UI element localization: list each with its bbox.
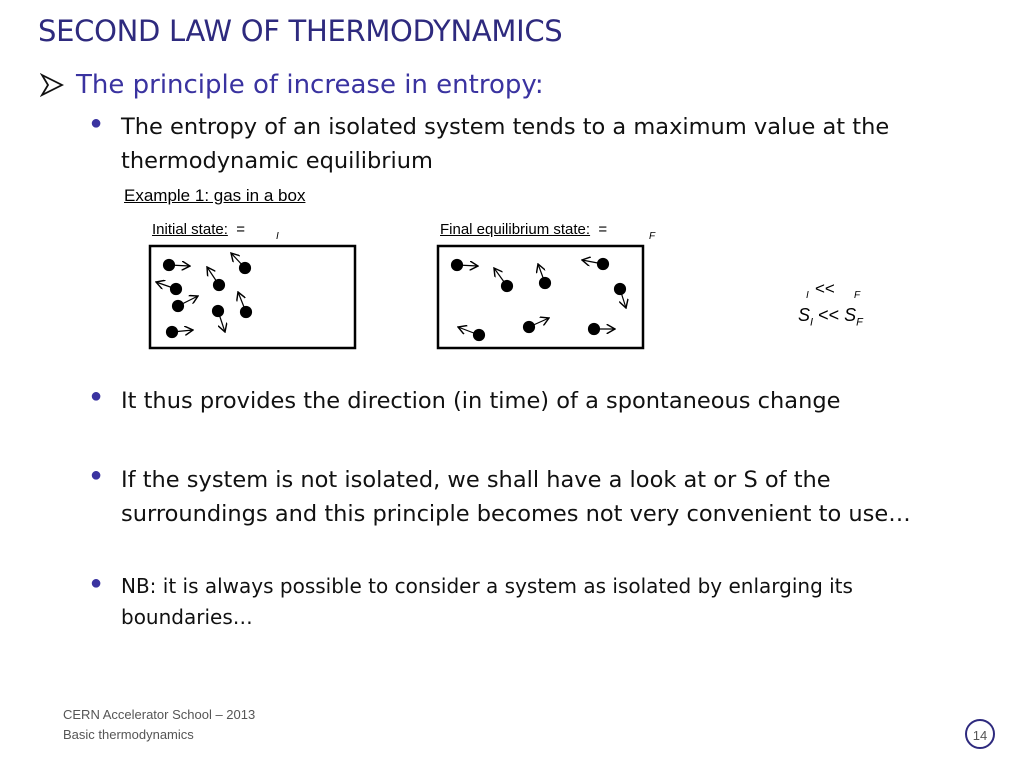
initial-state-label: Initial state: =: [152, 221, 245, 238]
final-state-box: [436, 244, 646, 350]
bullet-text-4: NB: it is always possible to consider a system as isolated by enlarging its boundaries…: [121, 574, 853, 629]
footer-line-2: Basic thermodynamics: [63, 727, 194, 742]
bullet-dot-icon: ●: [90, 464, 103, 486]
slide-subtitle: The principle of increase in entropy:: [76, 70, 544, 100]
omega-inequality: <<: [815, 279, 835, 298]
footer-line-1: CERN Accelerator School – 2013: [63, 707, 256, 722]
initial-subscript: I: [276, 231, 279, 242]
bullet-text-2: It thus provides the direction (in time) of a spontaneous change: [121, 388, 841, 414]
bullet-text-3: If the system is not isolated, we shall have a look at or S of the surroundings and this principle becomes not very convenient to use…: [121, 467, 911, 527]
bullet-dot-icon: ●: [90, 112, 103, 134]
final-state-label: Final equilibrium state: =: [440, 221, 608, 238]
bullet-dot-icon: ●: [90, 572, 103, 594]
slide-title: SECOND LAW OF THERMODYNAMICS: [38, 14, 563, 48]
arrow-bullet-icon: [40, 73, 64, 97]
omega-f-subscript: F: [854, 290, 861, 301]
bullet-text-1: The entropy of an isolated system tends to a maximum value at the thermodynamic equilibrium: [121, 114, 890, 174]
page-number: 14: [965, 719, 995, 749]
entropy-inequality: $S_I << S_F$: [798, 305, 863, 329]
initial-state-box: [148, 244, 358, 350]
final-subscript: F: [649, 231, 656, 242]
example-title: Example 1: gas in a box: [124, 186, 306, 205]
bullet-dot-icon: ●: [90, 385, 103, 407]
omega-i-subscript: I: [806, 290, 809, 301]
